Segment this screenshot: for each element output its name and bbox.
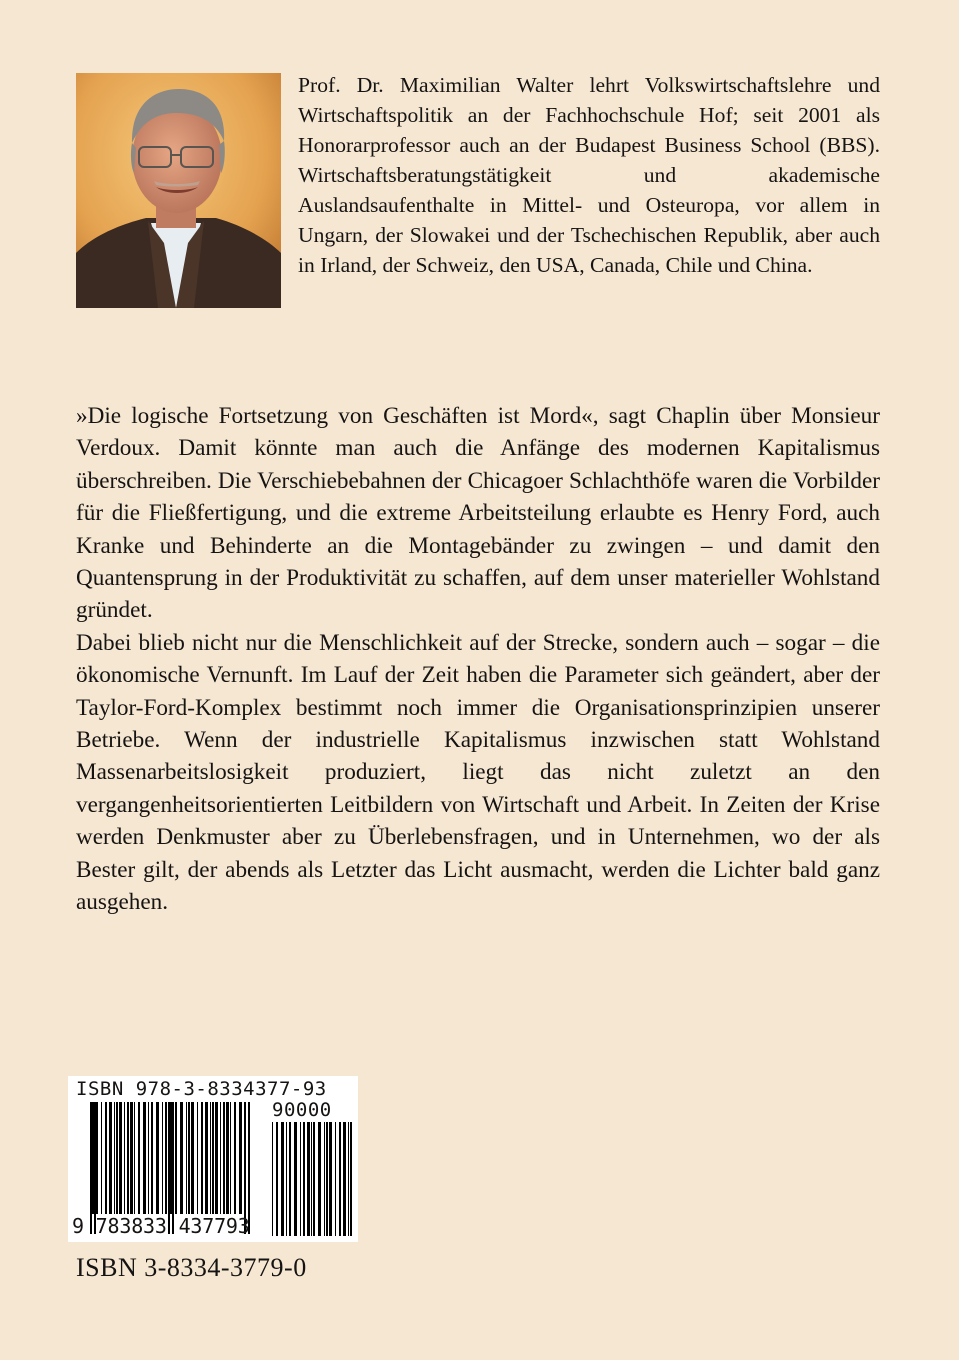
author-photo [76,73,281,308]
isbn10-label: ISBN 3-8334-3779-0 [76,1253,307,1282]
barcode-ean-digits: 9 783833 437793 [72,1214,250,1238]
book-blurb [76,400,880,919]
blurb-paragraph-2: Dabei blieb nicht nur die Menschlichkeit auf der Strecke, sondern auch – sogar – die ökonomische Vernunft. Im Lauf der Zeit haben die Parameter sich geändert, aber der Taylor-Ford-Komplex bestimmt noch immer die Organisationsprinzipien unserer Betriebe. Wenn der industrielle Kapitalismus inzwischen statt Wohlstand Massenarbeitslosigkeit produziert, liegt das nicht zuletzt an den vergangenheitsorientierten Leitbildern von Wirtschaft und Arbeit. In Zeiten der Krise werden Denkmuster aber zu Überlebensfragen, und in Unternehmen, wo der als Bester gilt, der abends als Letzter das Licht ausmacht, werden die Lichter bald ganz ausgehen. [76,629,880,916]
author-bio: Prof. Dr. Maximilian Walter lehrt Volkswirtschaftslehre und Wirtschaftspolitik an der Fachhochschule Hof; seit 2001 als Honorarprofessor auch an der Budapest Business School (BBS). Wirtschaftsberatungstätigkeit und akademische Auslandsaufenthalte in Mittel- und Osteuropa, vor allem in Ungarn, der Slowakei und der Tschechischen Republik, aber auch in Irland, der Schweiz, den USA, Canada, Chile und China. [298,73,880,277]
barcode-isbn13-label: ISBN 978-3-8334377-93 [76,1078,327,1100]
isbn-barcode [68,1076,358,1242]
blurb-paragraph-1: »Die logische Fortsetzung von Geschäften ist Mord«, sagt Chaplin über Monsieur Verdoux. Damit könnte man auch die Anfänge des modernen Kapitalismus überschreiben. Die Verschiebebahnen der Chicagoer Schlachthöfe waren die Vorbilder für die Fließfertigung, und die extreme Arbeitsteilung erlaubte es Henry Ford, auch Kranke und Behinderte an die Montagebänder zu zwingen – und damit den Quantensprung in der Produktivität zu schaffen, auf dem unser materieller Wohlstand gründet. [76,403,880,624]
barcode-addon-number: 90000 [272,1099,332,1121]
